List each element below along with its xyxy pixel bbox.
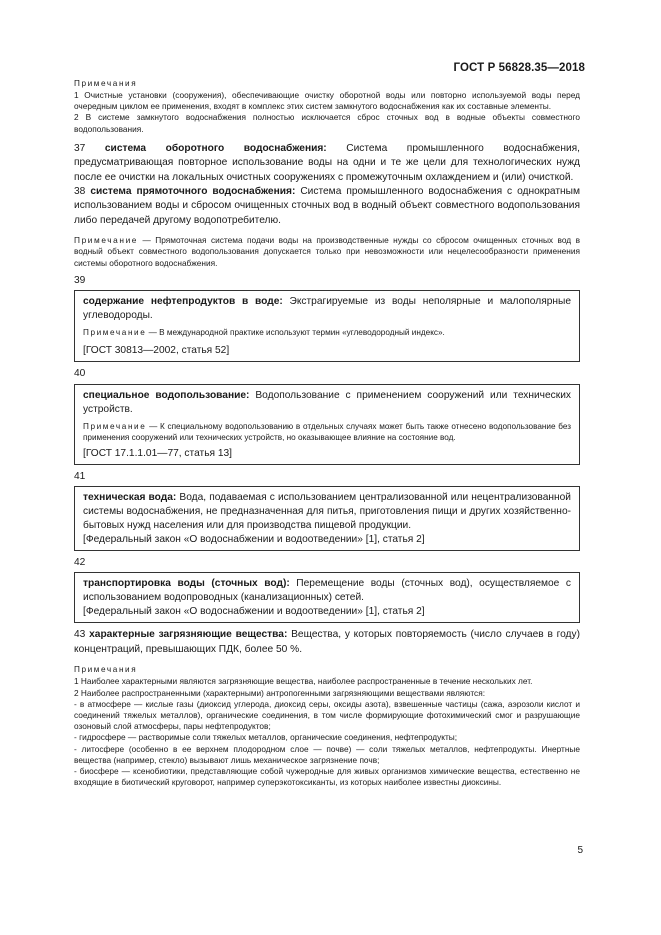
term-box-40 — [74, 384, 580, 465]
term-name: специальное водопользование: — [83, 389, 250, 401]
note-label: Примечание — [74, 235, 139, 246]
term-box-41 — [74, 486, 580, 551]
term-definition: Вода, подаваемая с использованием централизованной или нецентрализованной системы водоснабжения, не предназначенная для питья, приготовления пищи и других хозяйственно-бытовых нужд населения или для производства пищевой продукции. — [83, 492, 571, 532]
term-number: 39 — [74, 274, 86, 286]
term-name: характерные загрязняющие вещества: — [89, 629, 288, 641]
notes-title: Примечания — [74, 665, 138, 675]
term-42 — [83, 577, 571, 605]
term-definition: Вещества, у которых повторяемость (число случаев в году) концентраций, превышающих ПДК, более 50 %. — [74, 629, 580, 655]
notes-title: Примечания — [74, 79, 138, 88]
term-name: система оборотного водоснабжения: — [104, 142, 327, 154]
term-39 — [83, 295, 571, 323]
note-item: 2 В системе замкнутого водоснабжения полностью исключается сброс сточных вод в водные объекты совместного водопользования. — [74, 112, 580, 134]
note-text: — В международной практике используют термин «углеводородный индекс». — [146, 328, 445, 338]
term-source: [ГОСТ 17.1.1.01—77, статья 13] — [83, 447, 233, 459]
term-number: 41 — [74, 470, 86, 482]
term-number: 42 — [74, 557, 86, 569]
term-number: 37 — [74, 142, 86, 154]
term-definition: Перемещение воды (сточных вод), осуществляемое с использованием водопроводных (канализационных) сетей. — [83, 578, 571, 604]
term-source: [ГОСТ 30813—2002, статья 52] — [83, 345, 230, 357]
term-source: [Федеральный закон «О водоснабжении и водоотведении» [1], статья 2] — [83, 606, 425, 618]
term-name: транспортировка воды (сточных вод): — [83, 578, 290, 590]
page-number: 5 — [577, 845, 583, 856]
term-43 — [74, 628, 580, 657]
term-definition: Система промышленного водоснабжения, предусматривающая повторное использование воды на одни и те же цели для технологических нужд после ее очистки на локальных очистных сооружениях с промежуточным охлаждением и (или) очисткой. — [74, 142, 580, 183]
term-37 — [74, 142, 580, 185]
note-item: - биосфере — ксенобиотики, представляющие собой чужеродные для живых организмов химические вещества, естественно не входящие в биотический круговорот, например суперэкотоксиканты, из которых наиболее известны диоксины. — [74, 765, 580, 788]
note-label: Примечание — [83, 328, 147, 338]
term-definition: Экстрагируемые из воды неполярные и малополярные углеводороды. — [83, 296, 571, 322]
term-box-42 — [74, 572, 580, 623]
term-38 — [74, 185, 580, 228]
page-content — [74, 76, 580, 788]
note-item: - литосфере (особенно в ее верхнем плодородном слое — почве) — соли тяжелых металлов, нефтепродукты. Инертные вещества (например, стекло) вызывают лишь механическое загрязнение почв; — [74, 743, 580, 765]
note — [83, 421, 571, 443]
document-header: ГОСТ Р 56828.35—2018 — [453, 62, 585, 74]
note-item: 1 Наиболее характерными являются загрязняющие вещества, наиболее распространенные в течение нескольких лет. — [74, 676, 533, 687]
note-item: - в атмосфере — кислые газы (диоксид углерода, диоксид серы, оксиды азота), взвешенные частицы (сажа, аэрозоли кислот и соединений тяжелых металлов), органические соединения, в том числе формирующие фотохимический смог и разрушающие озоновый слой атмосферы, пары нефтепродуктов; — [74, 698, 580, 732]
term-name: содержание нефтепродуктов в воде: — [83, 296, 283, 308]
note-text: — К специальному водопользованию в отдельных случаях может быть также отнесено водопользование без применения сооружений или технических устройств, но оказывающее влияние на состояние вод. — [83, 421, 571, 442]
term-40 — [83, 389, 571, 417]
note-text: — Прямоточная система подачи воды на производственные нужды со сбросом очищенных сточных вод в водный объект совместного водопользования допускается только при невозможности или нецелесообразности применения системы оборотного водоснабжения. — [74, 235, 580, 268]
term-number: 43 — [74, 629, 86, 641]
note-label: Примечание — [83, 421, 147, 431]
term-box-39 — [74, 290, 580, 362]
note-item: 2 Наиболее распространенными (характерными) антропогенными загрязняющими веществами являются: — [74, 687, 485, 698]
note-item: 1 Очистные установки (сооружения), обеспечивающие очистку оборотной воды или повторно используемой воды перед очередным циклом ее применения, входят в комплекс этих систем замкнутого водоснабжения как их составные элементы. — [74, 90, 580, 112]
note — [83, 327, 571, 338]
term-name: техническая вода: — [83, 492, 177, 504]
term-name: система прямоточного водоснабжения: — [90, 186, 296, 198]
term-definition: Водопользование с применением сооружений или технических устройств. — [83, 389, 571, 415]
note-item: - гидросфере — растворимые соли тяжелых металлов, органические соединения, нефтепродукты; — [74, 732, 458, 743]
term-41 — [83, 491, 571, 533]
term-number: 40 — [74, 368, 86, 380]
term-definition: Система промышленного водоснабжения с однократным использованием воды и сбросом очищенных сточных вод в водный объект совместного водопользования либо передачей другому водопотребителю. — [74, 186, 580, 226]
term-number: 38 — [74, 186, 86, 198]
term-source: [Федеральный закон «О водоснабжении и водоотведении» [1], статья 2] — [83, 534, 425, 546]
note — [74, 235, 580, 269]
